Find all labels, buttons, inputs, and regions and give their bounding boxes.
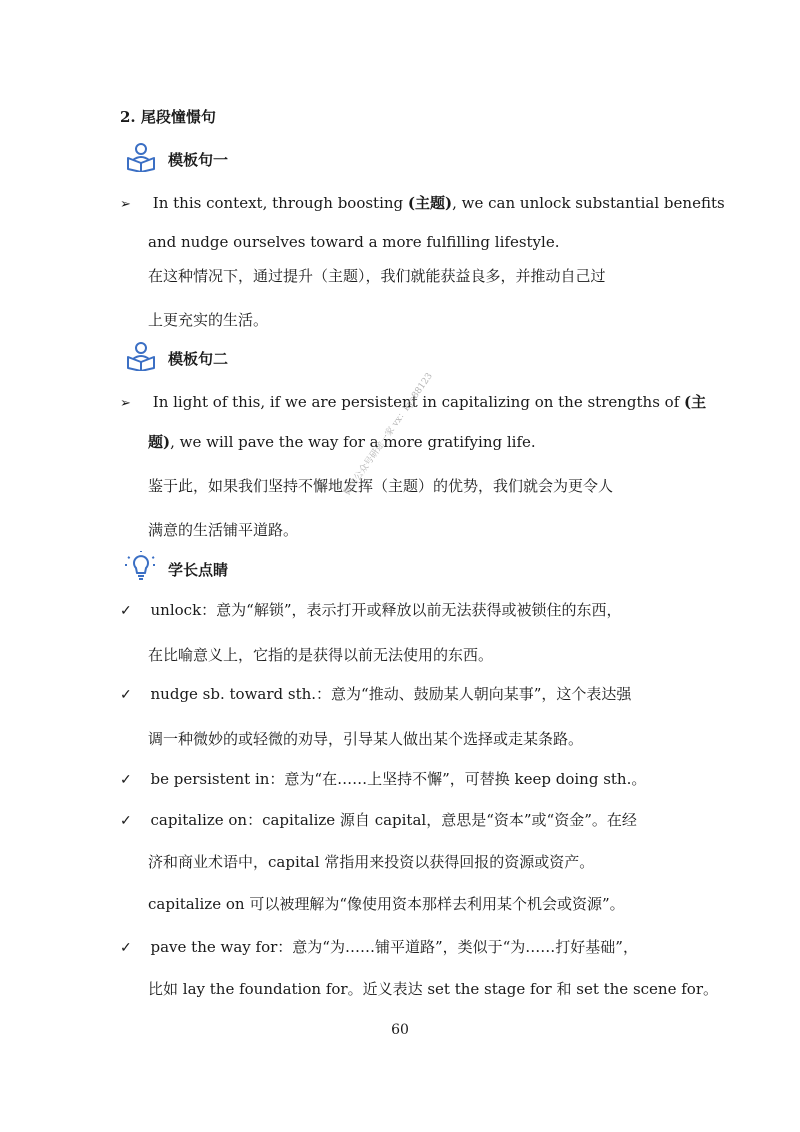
arrowhead-icon: ➢	[120, 396, 131, 411]
template-en-line-2: and nudge ourselves toward a more fulfilling lifestyle.	[148, 233, 560, 251]
template-heading-2	[124, 341, 228, 375]
note-line: 调一种微妙的或轻微的劝导，引导某人做出某个选择或走某条路。	[148, 730, 584, 748]
template-en-line-1: ➢ In light of this, if we are persistent in capitalizing on the strengths of (主	[120, 392, 706, 414]
checkmark-icon: ✓	[120, 940, 132, 956]
template-cn-line-2: 满意的生活铺平道路。	[148, 521, 299, 539]
checkmark-icon: ✓	[120, 813, 132, 829]
template-label: 模板句二	[168, 349, 229, 368]
note-line: ✓ nudge sb. toward sth.：意为“推动、鼓励某人朝向某事”，这个表达强	[120, 685, 632, 703]
template-en-line-1: ➢ In this context, through boosting (主题), we can unlock substantial benefits	[120, 193, 725, 215]
reader-icon	[124, 142, 158, 176]
template-cn-line-1: 在这种情况下，通过提升（主题），我们就能获益良多，并推动自己过	[148, 267, 606, 285]
arrowhead-icon: ➢	[120, 197, 131, 212]
template-cn-line-2: 上更充实的生活。	[148, 311, 269, 329]
note-line: ✓ capitalize on：capitalize 源自 capital，意思是“资本”或“资金”。在经	[120, 811, 637, 829]
page-number: 60	[391, 1022, 409, 1038]
tips-heading	[124, 552, 228, 586]
checkmark-icon: ✓	[120, 603, 132, 619]
template-cn-line-1: 鉴于此，如果我们坚持不懈地发挥（主题）的优势，我们就会为更令人	[148, 477, 614, 495]
note-line: capitalize on 可以被理解为“像使用资本那样去利用某个机会或资源”。	[148, 895, 625, 913]
template-label: 模板句一	[168, 150, 229, 169]
template-heading-1	[124, 142, 228, 176]
note-line: 比如 lay the foundation for。近义表达 set the stage for 和 set the scene for。	[148, 980, 718, 998]
tips-label: 学长点睛	[168, 560, 229, 579]
checkmark-icon: ✓	[120, 687, 132, 703]
watermark: 微信公众号研途一家 vx：kys88123	[342, 371, 435, 498]
note-line: 济和商业术语中，capital 常指用来投资以获得回报的资源或资产。	[148, 853, 595, 871]
section-title: 2. 尾段憧憬句	[120, 108, 216, 126]
note-line: ✓ be persistent in：意为“在……上坚持不懈”，可替换 keep doing sth.。	[120, 770, 647, 788]
template-en-line-2: 题), we will pave the way for a more gratifying life.	[148, 433, 536, 451]
note-line: ✓ unlock：意为“解锁”，表示打开或释放以前无法获得或被锁住的东西，	[120, 601, 622, 619]
reader-icon	[124, 341, 158, 375]
note-line: 在比喻意义上，它指的是获得以前无法使用的东西。	[148, 646, 494, 664]
lightbulb-icon	[124, 551, 158, 587]
note-line: ✓ pave the way for：意为“为……铺平道路”，类似于“为……打好基础”，	[120, 938, 638, 956]
checkmark-icon: ✓	[120, 772, 132, 788]
